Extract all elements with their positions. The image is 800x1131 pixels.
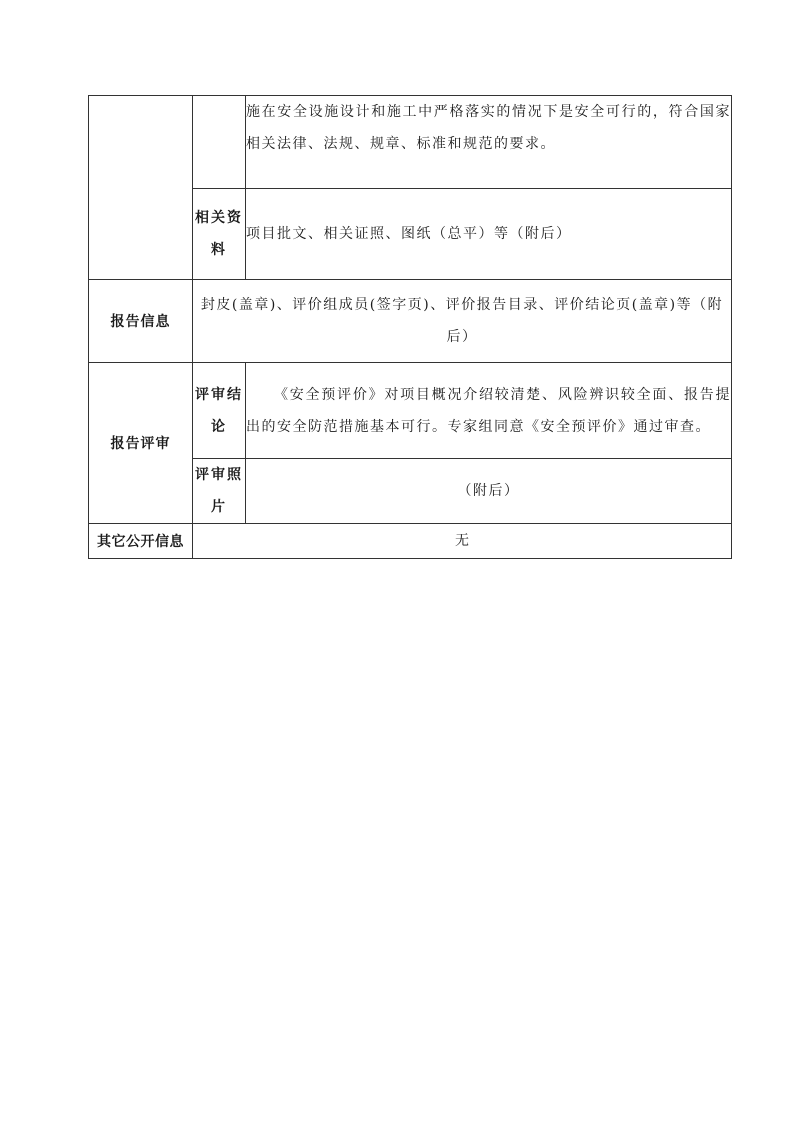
review-photo-value: （附后） <box>457 483 520 499</box>
review-photo-label: 评审照片 <box>195 467 243 515</box>
related-docs-label: 相关资料 <box>195 210 243 258</box>
blank-label-cell <box>89 96 193 280</box>
review-conclusion-label: 评审结论 <box>195 386 243 435</box>
review-conclusion-value-cell <box>246 363 732 459</box>
disclosure-table <box>88 95 732 559</box>
review-conclusion-value: 《安全预评价》对项目概况介绍较清楚、风险辨识较全面、报告提出的安全防范措施基本可行。专家组同意《安全预评价》通过审查。 <box>246 386 731 435</box>
other-info-value-cell <box>193 524 732 559</box>
report-info-value: 封皮(盖章)、评价组成员(签字页)、评价报告目录、评价结论页(盖章)等（附后） <box>200 297 724 345</box>
other-info-label-cell <box>89 524 193 559</box>
related-docs-value-cell <box>246 189 732 280</box>
report-review-label-cell <box>89 363 193 524</box>
report-review-label: 报告评审 <box>110 436 171 452</box>
table-row <box>89 524 732 559</box>
other-info-label: 其它公开信息 <box>97 534 184 550</box>
report-info-label: 报告信息 <box>110 314 171 330</box>
table-row <box>89 363 732 459</box>
review-photo-label-cell <box>193 459 246 524</box>
table-row <box>89 280 732 363</box>
blank-sublabel-cell <box>193 96 246 189</box>
conclusion-continuation <box>246 96 732 189</box>
other-info-value: 无 <box>455 533 469 549</box>
report-info-label-cell <box>89 280 193 363</box>
table-row <box>89 96 732 189</box>
review-conclusion-label-cell <box>193 363 246 459</box>
related-docs-label-cell <box>193 189 246 280</box>
related-docs-value: 项目批文、相关证照、图纸（总平）等（附后） <box>246 226 572 242</box>
review-photo-value-cell <box>246 459 732 524</box>
report-info-value-cell <box>193 280 732 363</box>
conclusion-continuation-text: 施在安全设施设计和施工中严格落实的情况下是安全可行的，符合国家相关法律、法规、规章、标准和规范的要求。 <box>246 104 731 152</box>
